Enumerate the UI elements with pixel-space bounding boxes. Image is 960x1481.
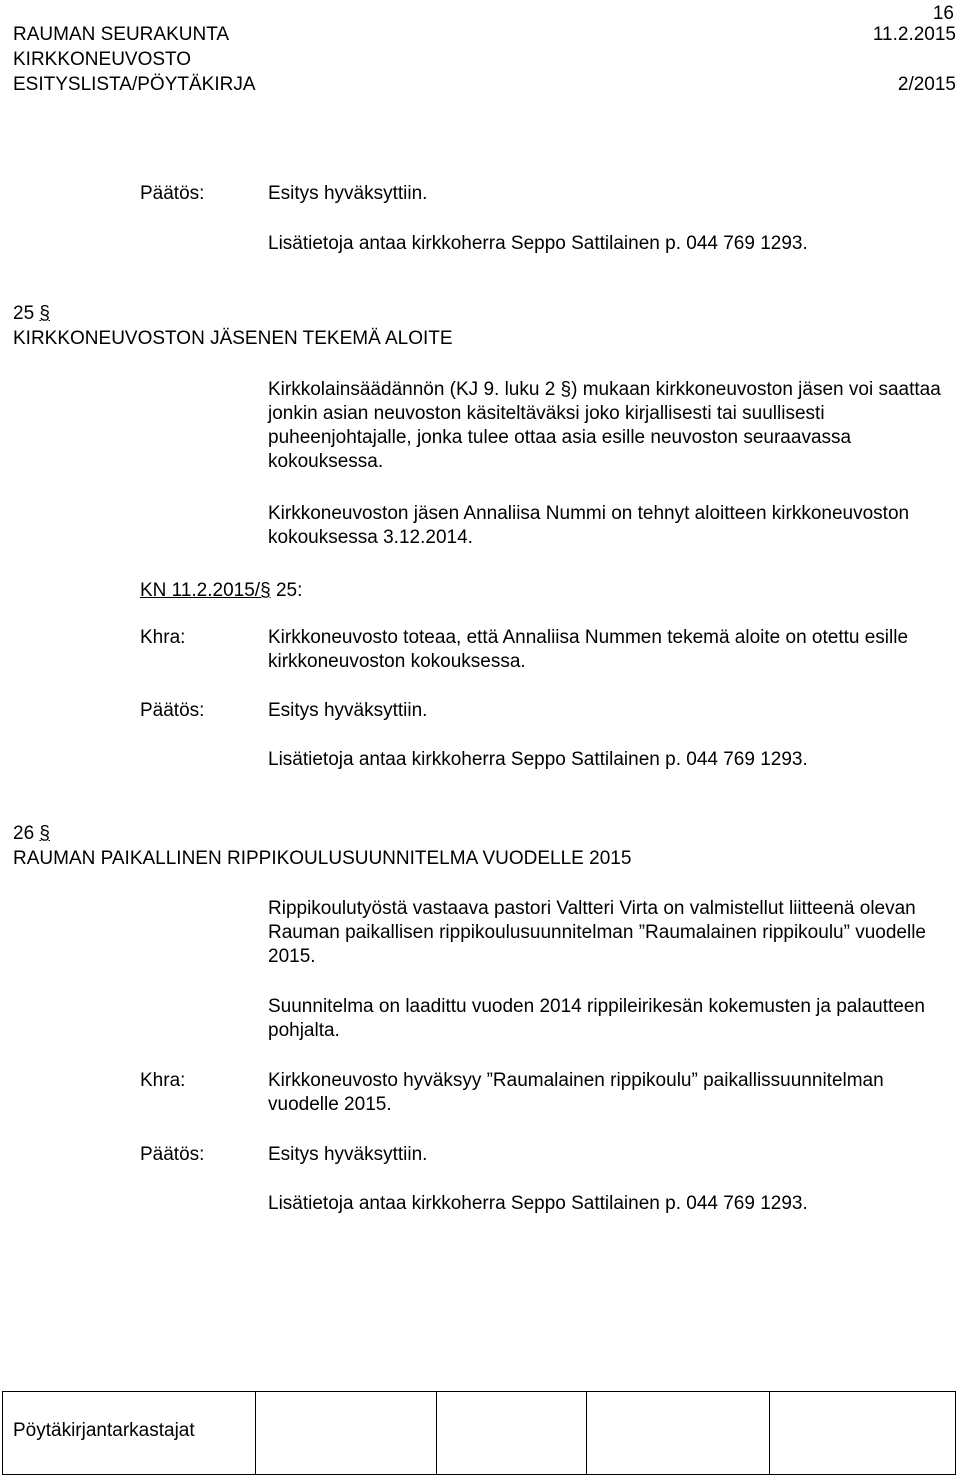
meeting-ref-num: 25: bbox=[275, 580, 303, 601]
section-25-heading bbox=[13, 302, 50, 326]
khra-text: Kirkkoneuvosto hyväksyy ”Raumalainen rippikoulu” paikallissuunnitelman vuodelle 2015. bbox=[268, 1070, 884, 1115]
page-number: 16 bbox=[932, 3, 954, 24]
box-divider bbox=[436, 1392, 437, 1474]
paatos-label: Päätös: bbox=[140, 1144, 205, 1165]
box-divider bbox=[255, 1392, 256, 1474]
header-doc-type: ESITYSLISTA/PÖYTÄKIRJA bbox=[13, 74, 256, 95]
box-divider bbox=[586, 1392, 587, 1474]
section-25-title: KIRKKONEUVOSTON JÄSENEN TEKEMÄ ALOITE bbox=[13, 328, 453, 349]
section-26-heading bbox=[13, 822, 50, 846]
section-26-para-2: Suunnitelma on laadittu vuoden 2014 rippileirikesän kokemusten ja palautteen pohjalta. bbox=[268, 996, 925, 1041]
info-line: Lisätietoja antaa kirkkoherra Seppo Sattilainen p. 044 769 1293. bbox=[268, 233, 808, 254]
info-line: Lisätietoja antaa kirkkoherra Seppo Sattilainen p. 044 769 1293. bbox=[268, 749, 808, 770]
paatos-label: Päätös: bbox=[140, 700, 205, 721]
meeting-ref-sign: § bbox=[260, 580, 271, 601]
header-org: RAUMAN SEURAKUNTA bbox=[13, 24, 230, 45]
info-line: Lisätietoja antaa kirkkoherra Seppo Sattilainen p. 044 769 1293. bbox=[268, 1193, 808, 1214]
section-25-para-2: Kirkkoneuvoston jäsen Annaliisa Nummi on tehnyt aloitteen kirkkoneuvoston kokouksessa 3.12.2014. bbox=[268, 503, 910, 548]
section-25-para-1: Kirkkolainsäädännön (KJ 9. luku 2 §) mukaan kirkkoneuvoston jäsen voi saattaa jonkin asian neuvoston käsiteltäväksi joko kirjallisesti tai suullisesti puheenjohtajalle, jonka tulee ottaa asia esille neuvoston seuraavassa kokouksessa. bbox=[268, 379, 941, 472]
section-sign: § bbox=[39, 303, 50, 324]
khra-label: Khra: bbox=[140, 1070, 186, 1091]
paatos-label: Päätös: bbox=[140, 183, 205, 204]
header-date: 11.2.2015 bbox=[872, 24, 956, 45]
section-sign: § bbox=[39, 823, 50, 844]
section-26-title: RAUMAN PAIKALLINEN RIPPIKOULUSUUNNITELMA VUODELLE 2015 bbox=[13, 848, 632, 869]
header-issue: 2/2015 bbox=[897, 74, 956, 95]
section-number: 25 bbox=[13, 303, 35, 324]
box-divider bbox=[769, 1392, 770, 1474]
paatos-text: Esitys hyväksyttiin. bbox=[268, 1144, 428, 1165]
paatos-text: Esitys hyväksyttiin. bbox=[268, 700, 428, 721]
paatos-text: Esitys hyväksyttiin. bbox=[268, 183, 428, 204]
section-26-para-1: Rippikoulutyöstä vastaava pastori Valtteri Virta on valmistellut liitteenä olevan Rauman paikallisen rippikoulusuunnitelman ”Raumalainen rippikoulu” vuodelle 2015. bbox=[268, 898, 926, 967]
meeting-reference bbox=[140, 579, 302, 603]
reviewers-label: Pöytäkirjantarkastajat bbox=[13, 1420, 195, 1441]
khra-label: Khra: bbox=[140, 627, 186, 648]
reviewers-box bbox=[2, 1391, 956, 1475]
meeting-ref-date: KN 11.2.2015/ bbox=[140, 580, 261, 601]
section-number: 26 bbox=[13, 823, 35, 844]
header-body: KIRKKONEUVOSTO bbox=[13, 49, 192, 70]
khra-text: Kirkkoneuvosto toteaa, että Annaliisa Nummen tekemä aloite on otettu esille kirkkoneuvoston kokouksessa. bbox=[268, 627, 909, 672]
